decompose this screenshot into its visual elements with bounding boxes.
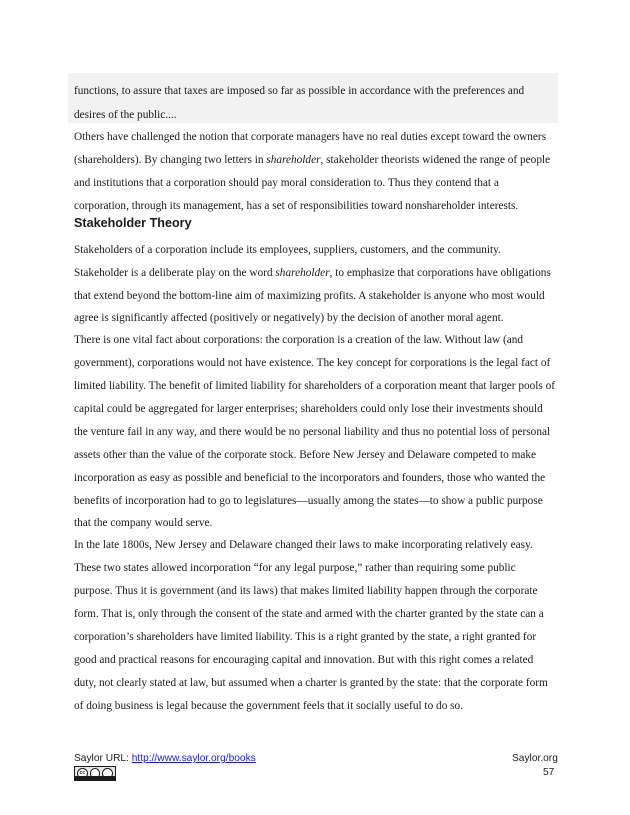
paragraph-line: form. That is, only through the consent of the state and armed with the charter granted by the state can a xyxy=(74,608,544,620)
paragraph-line: purpose. Thus it is government (and its laws) that makes limited liability happen through the corporate xyxy=(74,585,538,597)
paragraph-line: Others have challenged the notion that corporate managers have no real duties except toward the owners xyxy=(74,131,547,143)
paragraph-line: (shareholders). By changing two letters in shareholder, stakeholder theorists widened the range of people xyxy=(74,154,551,166)
footer-site: Saylor.org xyxy=(512,753,558,764)
paragraph-line: assets other than the value of the corporate stock. Before New Jersey and Delaware competed to make xyxy=(74,449,537,461)
paragraph-line: government), corporations would not have existence. The key concept for corporations is the legal fact of xyxy=(74,357,551,369)
paragraph-line: that extend beyond the bottom-line aim of maximizing profits. A stakeholder is anyone who most would xyxy=(74,290,545,302)
paragraph-line: incorporation as easy as possible and beneficial to the incorporators and founders, those who wanted the xyxy=(74,472,546,484)
paragraph-line: In the late 1800s, New Jersey and Delaware changed their laws to make incorporating relatively easy. xyxy=(74,539,533,551)
paragraph-line: benefits of incorporation had to go to legislatures—usually among the states—to show a public purpose xyxy=(74,495,543,507)
quote-line: desires of the public.... xyxy=(74,109,177,121)
creative-commons-license-icon xyxy=(74,766,116,781)
paragraph-line: corporation, through its management, has a set of responsibilities toward nonshareholder interests. xyxy=(74,200,519,212)
paragraph-line: limited liability. The benefit of limited liability for shareholders of a corporation meant that larger pools of xyxy=(74,380,556,392)
license-strip xyxy=(75,776,115,780)
paragraph-line: capital could be aggregated for larger enterprises; shareholders could only lose their investments should xyxy=(74,403,543,415)
paragraph-line: Stakeholder is a deliberate play on the word shareholder, to emphasize that corporations have obligations xyxy=(74,267,551,279)
paragraph-line: and institutions that a corporation should pay moral consideration to. Thus they contend that a xyxy=(74,177,499,189)
paragraph-line: duty, not clearly stated at law, but assumed when a charter is granted by the state: that the corporate form xyxy=(74,677,548,689)
section-heading: Stakeholder Theory xyxy=(74,216,192,230)
emphasis: shareholder xyxy=(275,267,330,279)
footer-source: Saylor URL: http://www.saylor.org/books xyxy=(74,753,256,764)
quote-line: functions, to assure that taxes are imposed so far as possible in accordance with the preferences and xyxy=(74,85,525,97)
paragraph-line: These two states allowed incorporation “for any legal purpose,” rather than requiring some public xyxy=(74,562,516,574)
cc-icon: cc xyxy=(77,768,88,779)
emphasis: shareholder xyxy=(266,154,321,166)
paragraph-line: good and practical reasons for encouraging capital and innovation. But with this right comes a related xyxy=(74,654,534,666)
saylor-books-link[interactable]: http://www.saylor.org/books xyxy=(131,753,256,764)
paragraph-line: corporation’s shareholders have limited liability. This is a right granted by the state, a right granted for xyxy=(74,631,537,643)
paragraph-line: agree is significantly affected (positively or negatively) by the decision of another moral agent. xyxy=(74,312,504,324)
paragraph-line: Stakeholders of a corporation include its employees, suppliers, customers, and the community. xyxy=(74,244,501,256)
page-number: 57 xyxy=(543,767,555,778)
paragraph-line: of doing business is legal because the government feels that it socially useful to do so. xyxy=(74,700,464,712)
paragraph-line: There is one vital fact about corporations: the corporation is a creation of the law. Without law (and xyxy=(74,334,524,346)
paragraph-line: the venture fail in any way, and there would be no personal liability and thus no potential loss of personal xyxy=(74,426,551,438)
paragraph-line: that the company would serve. xyxy=(74,517,213,529)
